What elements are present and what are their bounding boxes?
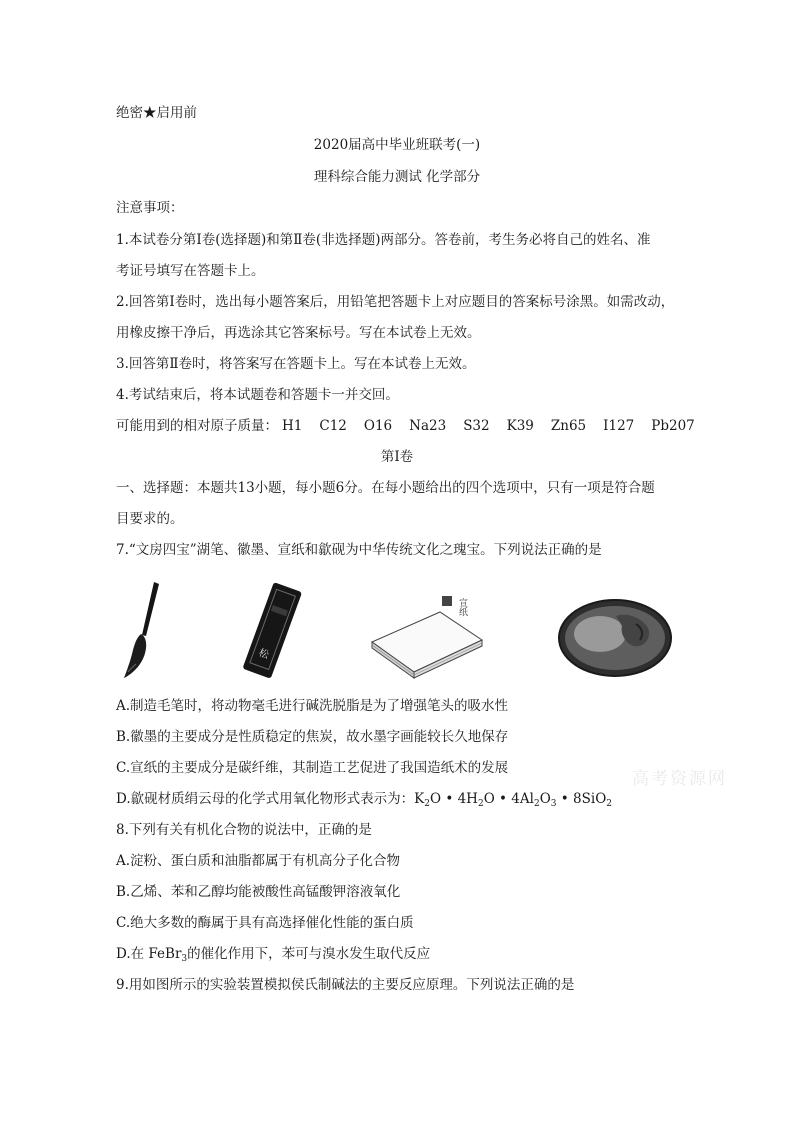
atomic-mass-value: C12 [319,418,347,434]
question-7-stem: 7.“文房四宝”湖笔、徽墨、宣纸和歙砚为中华传统文化之瑰宝。下列说法正确的是 [116,542,602,558]
brush-image [116,578,168,682]
inkstone-image [556,594,674,680]
option-d-text: D.歙砚材质绢云母的化学式用氧化物形式表示为： [116,791,415,807]
atomic-mass-value: O16 [363,418,393,434]
atomic-mass-value: K39 [506,418,534,434]
question-8-option-a: A.淀粉、蛋白质和油脂都属于有机高分子化合物 [116,853,401,869]
option-d-text: 的催化作用下，苯可与溴水发生取代反应 [187,946,431,962]
atomic-mass-value: S32 [463,418,490,434]
atomic-mass-line [116,417,695,435]
question-7-option-d [116,790,612,808]
question-7-option-b: B.徽墨的主要成分是性质稳定的焦炭，故水墨字画能较长久地保存 [116,729,509,745]
formula-part: K [414,791,425,807]
question-8-stem: 8.下列有关有机化合物的说法中，正确的是 [116,822,372,838]
atomic-mass-value: H1 [282,418,303,434]
formula-subscript: 2 [477,799,484,809]
watermark: 高考资源网 [632,769,727,789]
formula-subscript: 2 [533,799,540,809]
ink-stick-image [231,580,311,682]
notice-item-3: 3.回答第Ⅱ卷时，将答案写在答题卡上。写在本试卷上无效。 [116,356,476,372]
confidential-mark: 绝密★启用前 [116,105,197,121]
notice-item-1-line-2: 考证号填写在答题卡上。 [116,263,265,279]
atomic-mass-value: Zn65 [550,418,587,434]
formula-subscript: 3 [550,799,557,809]
question-8-option-d [116,945,430,963]
four-treasures-images [116,578,676,684]
notice-item-2-line-2: 用橡皮擦干净后，再选涂其它答案标号。写在本试卷上无效。 [116,325,481,341]
section-title: 第Ⅰ卷 [380,449,414,465]
notice-item-4: 4.考试结束后，将本试题卷和答题卡一并交回。 [116,387,399,403]
subject-title: 理科综合能力测试 化学部分 [313,169,481,185]
atomic-mass-value: I127 [603,418,635,434]
atomic-mass-label: 可能用到的相对原子质量： [116,418,278,434]
section-intro-line-1: 一、选择题：本题共13小题，每小题6分。在每小题给出的四个选项中，只有一项是符合题 [116,480,655,496]
formula-subscript: 3 [181,954,188,964]
question-8-option-c: C.绝大多数的酶属于具有高选择催化性能的蛋白质 [116,915,414,931]
notice-title: 注意事项： [116,200,184,216]
question-8-option-b: B.乙烯、苯和乙醇均能被酸性高锰酸钾溶液氧化 [116,884,401,900]
formula-part: O • 4Al [483,791,534,807]
question-7-option-c: C.宣纸的主要成分是碳纤维，其制造工艺促进了我国造纸术的发展 [116,760,509,776]
exam-title: 2020届高中毕业班联考(一) [313,137,481,153]
section-intro-line-2: 目要求的。 [116,511,184,527]
option-d-text: D.在 FeBr [116,946,182,962]
formula-subscript: 2 [424,799,430,809]
atomic-mass-value: Pb207 [651,418,695,434]
question-7-option-a: A.制造毛笔时，将动物毫毛进行碱洗脱脂是为了增强笔头的吸水性 [116,698,509,714]
formula-part: O [539,791,551,807]
notice-item-2-line-1: 2.回答第Ⅰ卷时，选出每小题答案后，用铅笔把答题卡上对应题目的答案标号涂黑。如需改动， [116,294,675,310]
formula-subscript: 2 [606,799,613,809]
notice-item-1-line-1: 1.本试卷分第Ⅰ卷(选择题)和第Ⅱ卷(非选择题)两部分。答卷前，考生务必将自己的姓名、准 [116,232,651,248]
formula-part: O • 4H [429,791,478,807]
paper-label: 宣纸 [457,598,467,616]
atomic-mass-value: Na23 [409,418,447,434]
xuan-paper-image [366,582,486,682]
question-9-stem: 9.用如图所示的实验装置模拟侯氏制碱法的主要反应原理。下列说法正确的是 [116,977,575,993]
formula-part: • 8SiO [556,791,607,807]
ink-stick-text: 松 [256,647,271,662]
